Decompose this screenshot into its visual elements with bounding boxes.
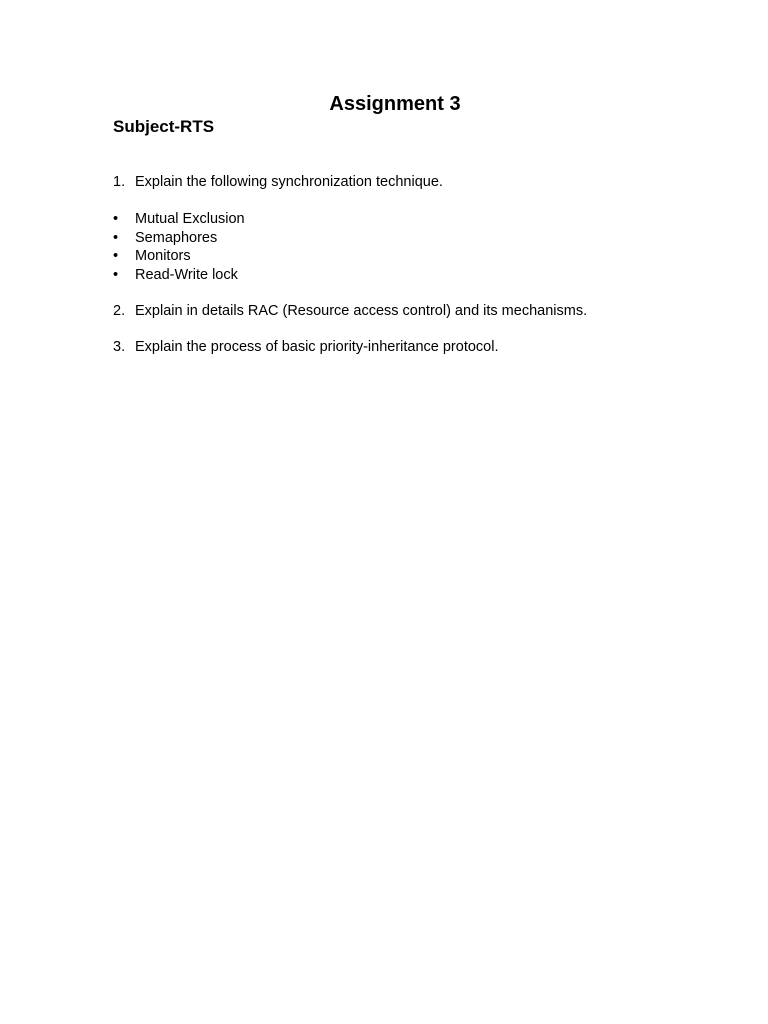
list-item-label: Mutual Exclusion: [135, 211, 245, 227]
list-item: [113, 210, 245, 229]
list-item: [113, 247, 245, 266]
list-item-label: Monitors: [135, 248, 191, 265]
document-title: Assignment 3: [329, 93, 461, 115]
question-number: 1.: [113, 174, 126, 190]
question-text: Explain the process of basic priority-inheritance protocol.: [135, 339, 499, 355]
question-2: [113, 302, 587, 320]
question-number: 3.: [113, 339, 126, 355]
list-item: [113, 266, 245, 285]
list-item: [113, 229, 245, 248]
bullet-icon: •: [113, 266, 119, 283]
bullet-icon: •: [113, 248, 119, 265]
technique-list: [113, 210, 245, 284]
question-3: [113, 338, 498, 356]
question-text: Explain the following synchronization technique.: [135, 174, 443, 190]
list-item-label: Semaphores: [135, 229, 218, 246]
list-item-label: Read-Write lock: [135, 266, 238, 283]
question-number: 2.: [113, 303, 126, 319]
bullet-icon: •: [113, 211, 119, 227]
question-1: [113, 173, 443, 191]
question-text: Explain in details RAC (Resource access control) and its mechanisms.: [135, 303, 588, 319]
subject-heading: Subject-RTS: [113, 117, 215, 136]
bullet-icon: •: [113, 229, 119, 246]
